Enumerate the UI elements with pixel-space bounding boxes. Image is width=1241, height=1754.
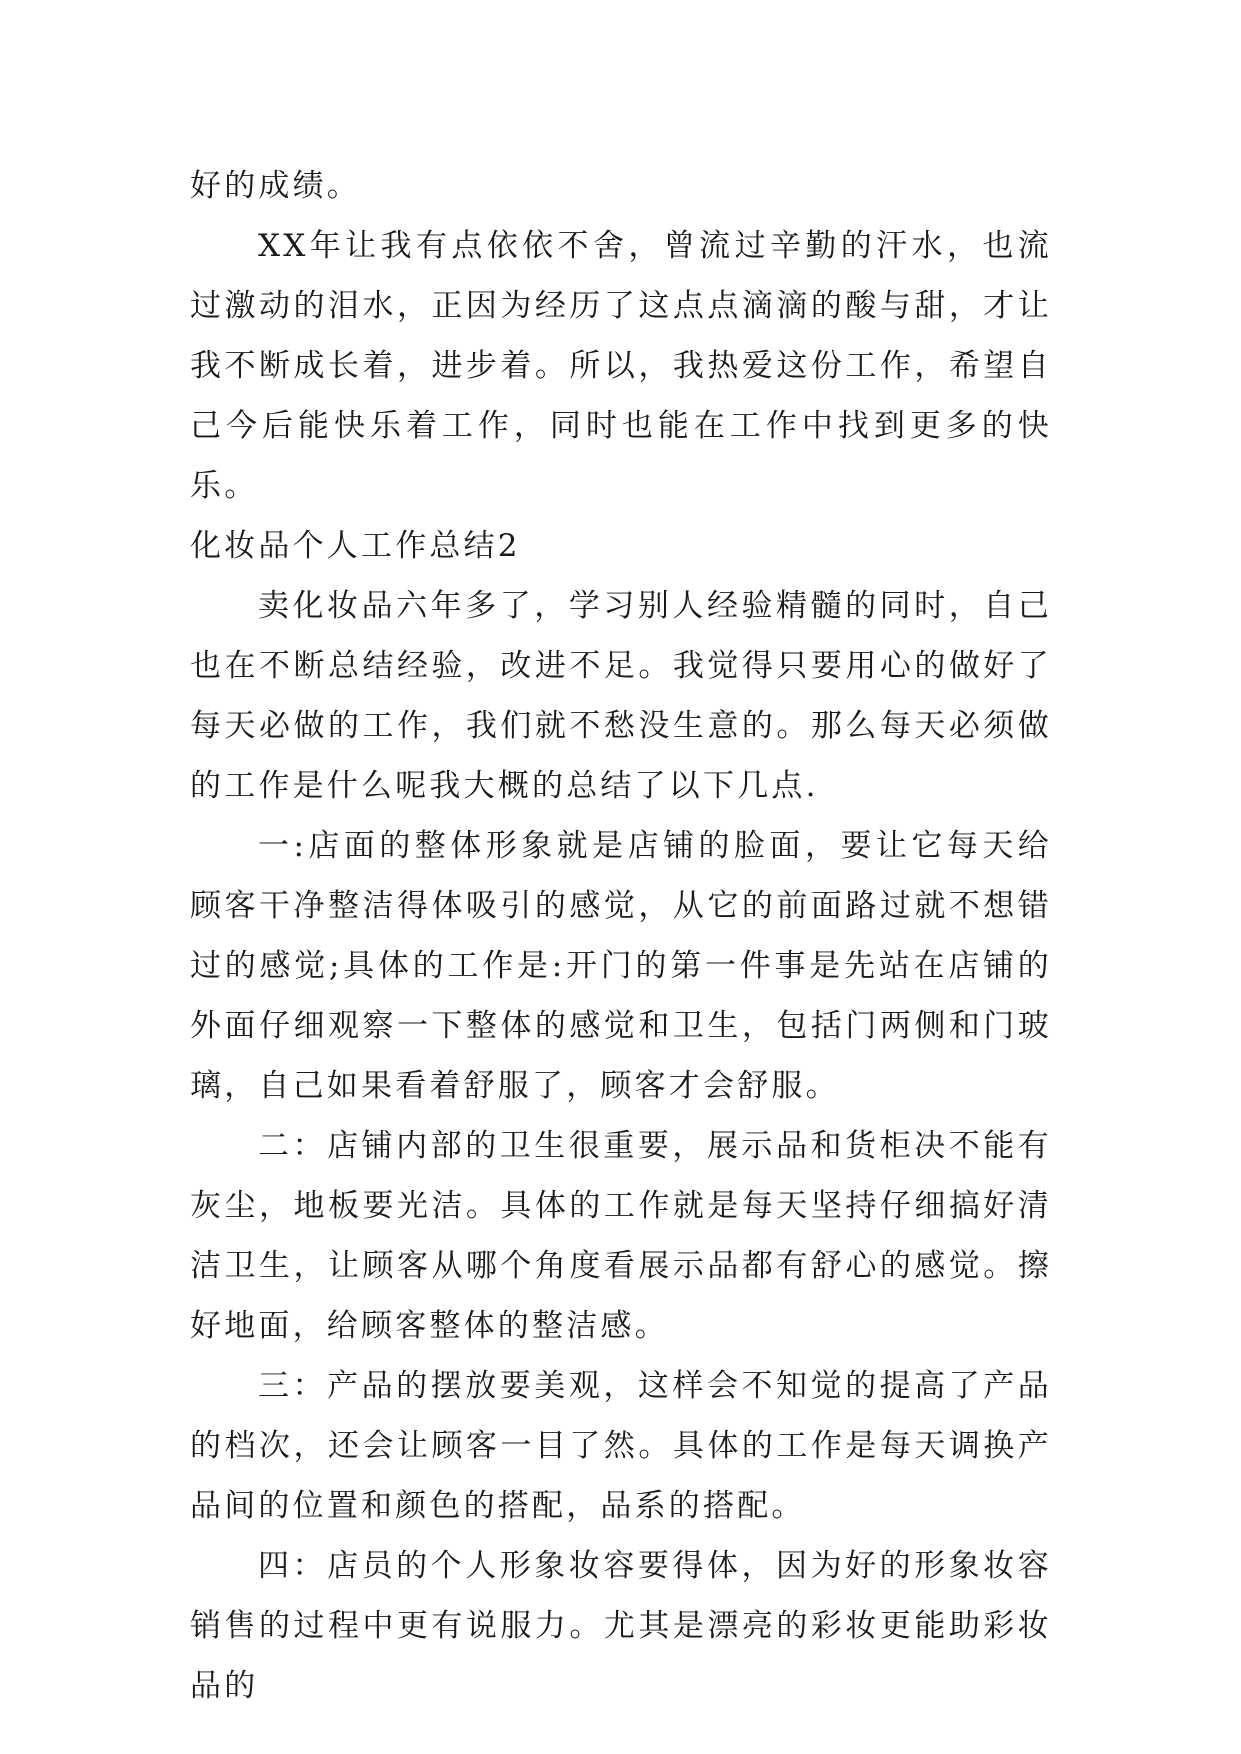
paragraph-point-three: 三：产品的摆放要美观，这样会不知觉的提高了产品的档次，还会让顾客一目了然。具体的工作是每天调换产品间的位置和颜色的搭配，品系的搭配。 [190,1368,1052,1524]
paragraph-point-two: 二：店铺内部的卫生很重要，展示品和货柜决不能有灰尘，地板要光洁。具体的工作就是每天坚持仔细搞好清洁卫生，让顾客从哪个角度看展示品都有舒心的感觉。擦好地面，给顾客整体的整洁感。 [190,1128,1052,1344]
paragraph-continuation: 好的成绩。 [190,168,361,204]
paragraph-xx-year: XX年让我有点依依不舍，曾流过辛勤的汗水，也流过激动的泪水，正因为经历了这点点滴滴的酸与甜，才让我不断成长着，进步着。所以，我热爱这份工作，希望自己今后能快乐着工作，同时也能在工作中找到更多的快乐。 [190,228,1052,504]
paragraph-point-four: 四：店员的个人形象妆容要得体，因为好的形象妆容销售的过程中更有说服力。尤其是漂亮的彩妆更能助彩妆品的 [190,1548,1052,1704]
paragraph-intro: 卖化妆品六年多了，学习别人经验精髓的同时，自己也在不断总结经验，改进不足。我觉得只要用心的做好了每天必做的工作，我们就不愁没生意的。那么每天必须做的工作是什么呢我大概的总结了以下几点. [190,588,1052,804]
paragraph-point-one: 一:店面的整体形象就是店铺的脸面，要让它每天给顾客干净整洁得体吸引的感觉，从它的前面路过就不想错过的感觉;具体的工作是:开门的第一件事是先站在店铺的外面仔细观察一下整体的感觉和卫生，包括门两侧和门玻璃，自己如果看着舒服了，顾客才会舒服。 [190,828,1052,1104]
section-title: 化妆品个人工作总结2 [190,528,521,564]
document-body [190,156,1052,1716]
